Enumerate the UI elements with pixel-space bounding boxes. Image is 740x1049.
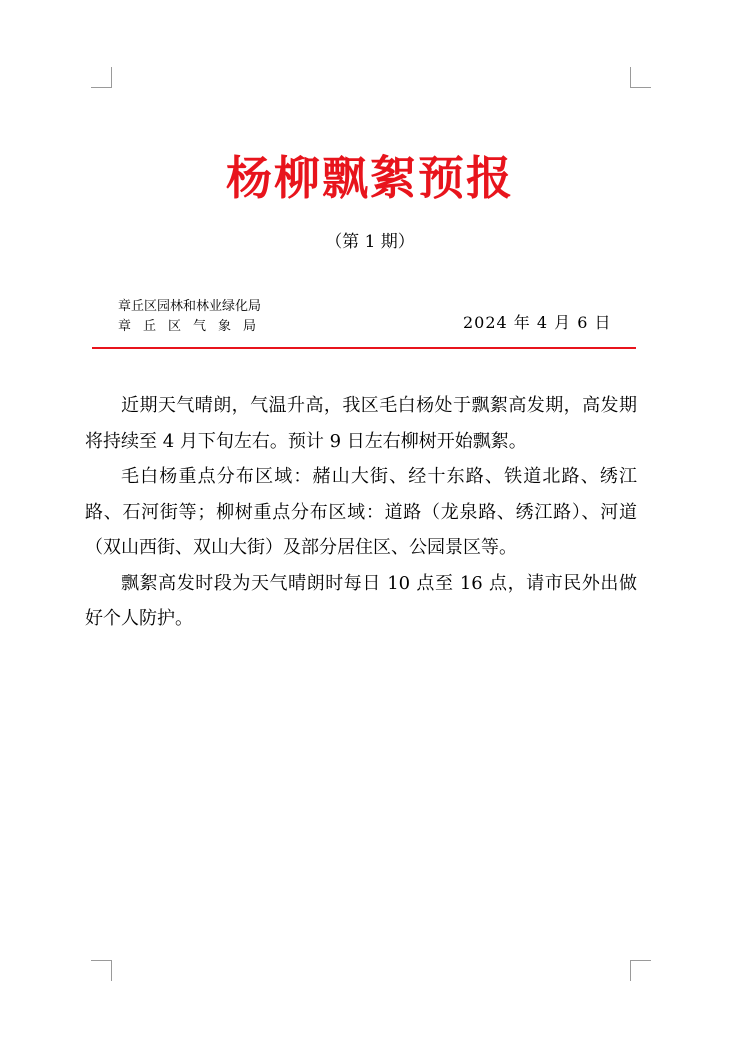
- paragraph-advice: 飘絮高发时段为天气晴朗时每日 10 点至 16 点，请市民外出做好个人防护。: [85, 572, 637, 629]
- document-body: [85, 388, 637, 637]
- paragraph-outlook: 近期天气晴朗，气温升高，我区毛白杨处于飘絮高发期，高发期将持续至 4 月下旬左右。预计 9 日左右柳树开始飘絮。: [85, 395, 637, 452]
- crop-mark-bottom-left: [91, 960, 112, 981]
- crop-mark-bottom-right: [630, 960, 651, 981]
- issue-date: 2024 年 4 月 6 日: [463, 313, 612, 332]
- document-title: 杨柳飘絮预报: [226, 151, 514, 205]
- issue-number: （第 1 期）: [325, 232, 415, 252]
- header-divider: [92, 347, 636, 349]
- crop-mark-top-right: [630, 67, 651, 88]
- paragraph-distribution: 毛白杨重点分布区域：赭山大街、经十东路、铁道北路、绣江路、石河街等；柳树重点分布区域：道路（龙泉路、绣江路）、河道（双山西街、双山大街）及部分居住区、公园景区等。: [85, 466, 637, 558]
- crop-mark-top-left: [91, 67, 112, 88]
- issuer-meteorological-bureau: 章丘区气象局: [118, 319, 269, 334]
- issuer-forestry-bureau: 章丘区园林和林业绿化局: [118, 299, 262, 314]
